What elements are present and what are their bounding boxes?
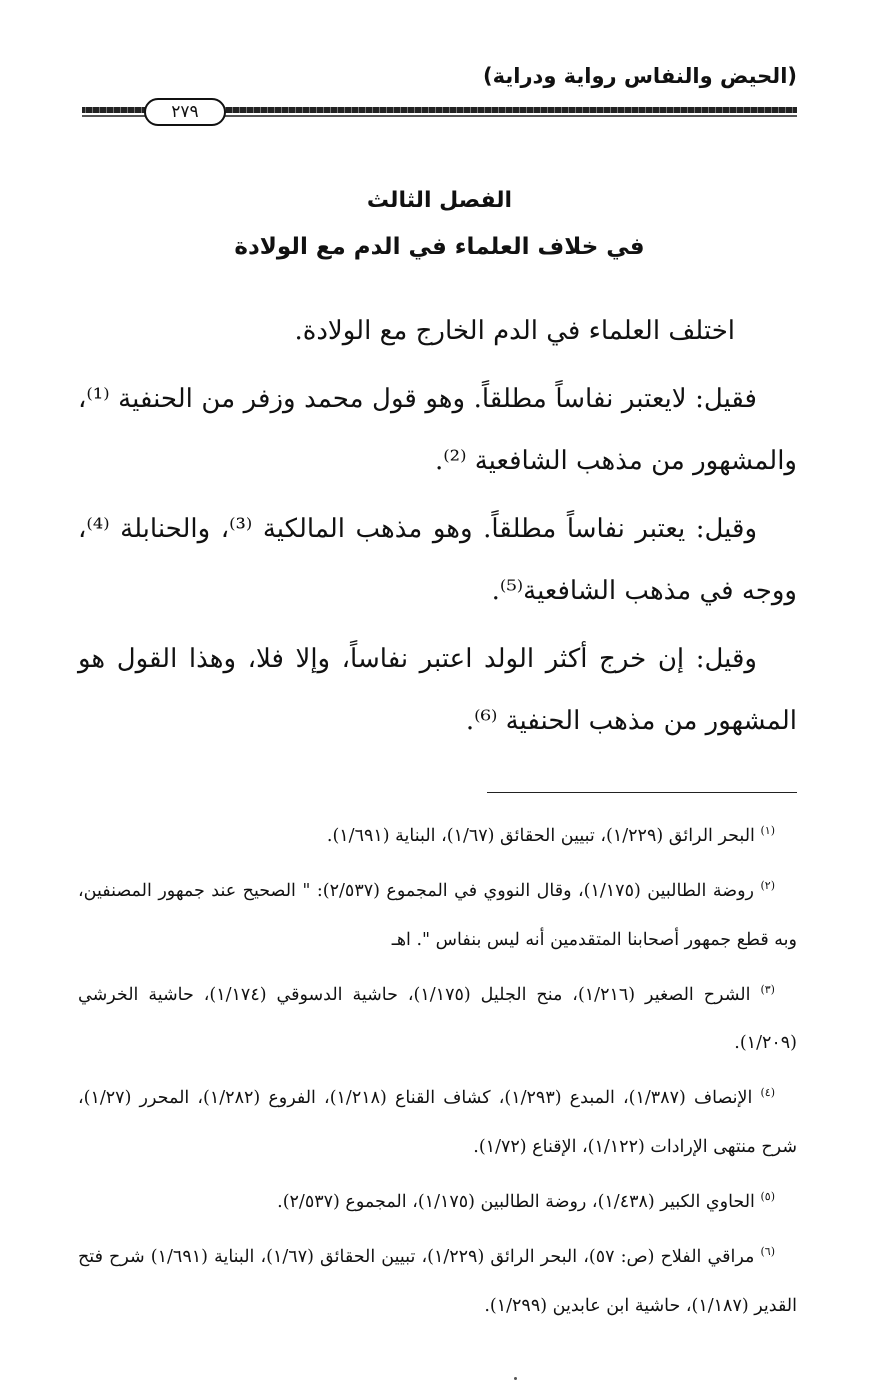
footnote-text: البحر الرائق (١/٢٢٩)، تبيين الحقائق (١/٦٧)، البناية (١/٦٩١).: [326, 825, 755, 846]
footnote-text: الحاوي الكبير (١/٤٣٨)، روضة الطالبين (١/١٧٥)، المجموع (٢/٥٣٧).: [277, 1192, 755, 1213]
footnote-mark: (٣): [760, 982, 775, 996]
footnotes: [78, 806, 797, 1331]
footnote-text: روضة الطالبين (١/١٧٥)، وقال النووي في المجموع (٢/٥٣٧): " الصحيح عند جمهور المصنفين، وبه قطع جمهور أصحابنا المتقدمين أنه ليس بنفاس ". اهـ: [78, 880, 797, 950]
footnote-mark: (٦): [760, 1245, 775, 1259]
footnote: [78, 806, 797, 861]
body-paragraph: اختلف العلماء في الدم الخارج مع الولادة.: [294, 316, 735, 346]
footnote: [78, 965, 797, 1069]
body-paragraph: فقيل: لايعتبر نفاساً مطلقاً. وهو قول محمد وزفر من الحنفية ⁽¹⁾، والمشهور من مذهب الشافعية ⁽²⁾.: [78, 384, 797, 476]
chapter-subtitle: في خلاف العلماء في الدم مع الولادة: [234, 234, 645, 260]
footnote: [78, 861, 797, 965]
footnote-mark: (٥): [760, 1190, 775, 1204]
footnote-mark: (١): [760, 824, 775, 837]
chapter-title: الفصل الثالث: [366, 188, 513, 213]
footnote: [78, 1227, 797, 1331]
body-paragraph: وقيل: يعتبر نفاساً مطلقاً. وهو مذهب المالكية ⁽³⁾، والحنابلة ⁽⁴⁾، ووجه في مذهب الشافعية⁽⁵⁾.: [78, 514, 797, 606]
footnote-text: مراقي الفلاح (ص: ٥٧)، البحر الرائق (١/٢٢٩)، تبيين الحقائق (١/٦٧)، البناية (١/٦٩١) شرح فتح القدير (١/١٨٧)، حاشية ابن عابدين (١/٢٩٩).: [78, 1246, 797, 1316]
body-paragraph: وقيل: إن خرج أكثر الولد اعتبر نفاساً، وإلا فلا، وهذا القول هو المشهور من مذهب الحنفية ⁽⁶⁾.: [78, 644, 797, 736]
footnote-mark: (٤): [760, 1086, 775, 1100]
footnote-separator: [487, 792, 797, 793]
page-number: ٢٧٩: [144, 98, 226, 126]
footnote-text: الشرح الصغير (١/٢١٦)، منح الجليل (١/١٧٥)، حاشية الدسوقي (١/١٧٤)، حاشية الخرشي (١/٢٠٩).: [78, 984, 797, 1054]
footnote: [78, 1068, 797, 1172]
footnote-mark: (٢): [760, 878, 775, 892]
print-speck: [514, 1377, 517, 1380]
body-text: [78, 300, 797, 758]
footnote-text: الإنصاف (١/٣٨٧)، المبدع (١/٢٩٣)، كشاف القناع (١/٢١٨)، الفروع (١/٢٨٢)، المحرر (١/٢٧)، شرح منتهى الإرادات (١/١٢٢)، الإقناع (١/٧٢).: [78, 1088, 797, 1158]
footnote: [78, 1172, 797, 1227]
running-title: (الحيض والنفاس رواية ودراية): [483, 64, 797, 88]
header-rule: [82, 100, 797, 122]
